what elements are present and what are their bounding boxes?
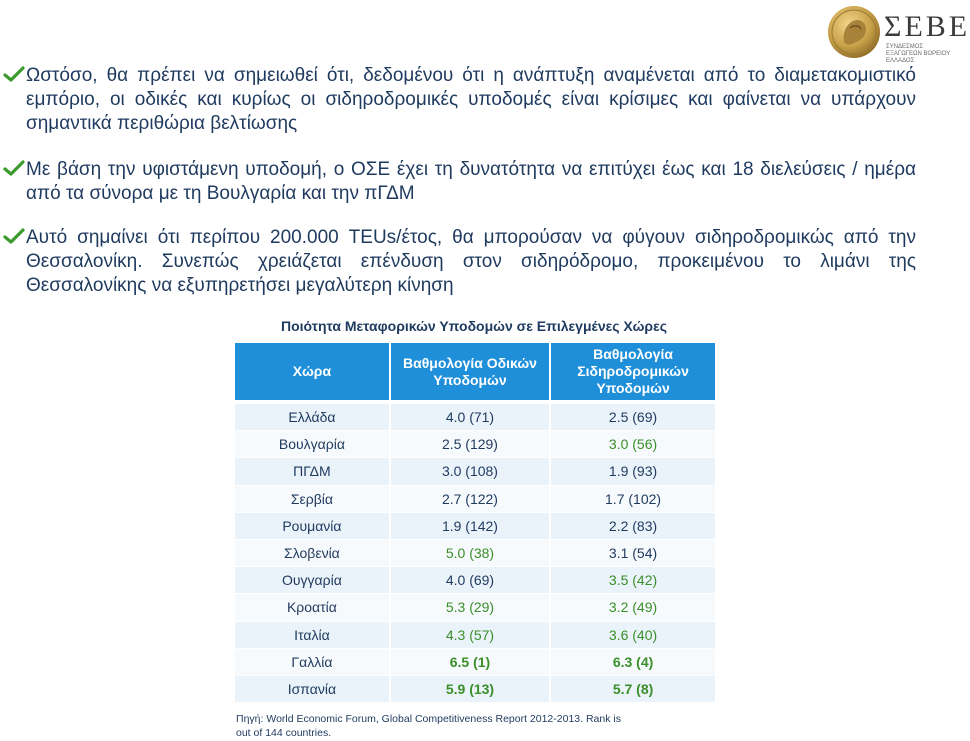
col-header-road: Βαθμολογία Οδικών Υποδομών bbox=[390, 343, 550, 402]
cell-country: Σλοβενία bbox=[235, 539, 390, 566]
col-header-country: Χώρα bbox=[235, 343, 390, 402]
cell-rail: 5.7 (8) bbox=[550, 675, 715, 702]
cell-road: 1.9 (142) bbox=[390, 512, 550, 539]
coin-medal-icon bbox=[826, 4, 882, 60]
bullet-text: Με βάση την υφιστάμενη υποδομή, ο ΟΣΕ έχει τη δυνατότητα να επιτύχει έως και 18 διελεύσεις / ημέρα από τα σύνορα με τη Βουλγαρία και την πΓΔΜ bbox=[26, 159, 916, 204]
cell-country: Ρουμανία bbox=[235, 512, 390, 539]
cell-road: 5.3 (29) bbox=[390, 594, 550, 621]
table-row bbox=[235, 539, 715, 566]
cell-country: Ισπανία bbox=[235, 675, 390, 702]
infrastructure-table bbox=[235, 343, 715, 703]
bullet-text: Ωστόσο, θα πρέπει να σημειωθεί ότι, δεδομένου ότι η ανάπτυξη αναμένεται από το διαμετακομιστικό εμπόριο, οι οδικές και κυρίως οι σιδηροδρομικές υποδομές είναι κρίσιμες και φαίνεται να υπάρχουν σημαντικά περιθώρια βελτίωσης bbox=[26, 65, 916, 134]
cell-road: 3.0 (108) bbox=[390, 458, 550, 485]
logo-subtitle: ΣΥΝΔΕΣΜΟΣ ΕΞΑΓΩΓΕΩΝ ΒΟΡΕΙΟΥ ΕΛΛΑΔΟΣ bbox=[886, 44, 951, 64]
checkmark-icon bbox=[4, 66, 24, 82]
cell-country: Γαλλία bbox=[235, 648, 390, 675]
cell-road: 2.7 (122) bbox=[390, 485, 550, 512]
cell-country: Σερβία bbox=[235, 485, 390, 512]
table-source-note: Πηγή: World Economic Forum, Global Competitiveness Report 2012-2013. Rank is out of 144 countries. bbox=[236, 713, 621, 739]
cell-road: 4.0 (71) bbox=[390, 402, 550, 431]
cell-rail: 3.5 (42) bbox=[550, 567, 715, 594]
table-header-row bbox=[235, 343, 715, 402]
cell-rail: 3.6 (40) bbox=[550, 621, 715, 648]
cell-country: Ελλάδα bbox=[235, 402, 390, 431]
table-row bbox=[235, 621, 715, 648]
table-row bbox=[235, 648, 715, 675]
cell-rail: 3.0 (56) bbox=[550, 431, 715, 458]
checkmark-icon bbox=[4, 228, 24, 244]
cell-road: 6.5 (1) bbox=[390, 648, 550, 675]
bullet-text: Αυτό σημαίνει ότι περίπου 200.000 TEUs/έτος, θα μπορούσαν να φύγουν σιδηροδρομικώς από την Θεσσαλονίκη. Συνεπώς χρειάζεται επένδυση στον σιδηρόδρομο, προκειμένου το λιμάνι της Θεσσαλονίκης να εξυπηρετήσει μεγαλύτερη κίνηση bbox=[26, 227, 916, 296]
table-row bbox=[235, 431, 715, 458]
cell-rail: 6.3 (4) bbox=[550, 648, 715, 675]
cell-road: 2.5 (129) bbox=[390, 431, 550, 458]
checkmark-icon bbox=[4, 160, 24, 176]
cell-country: Κροατία bbox=[235, 594, 390, 621]
seve-logo bbox=[826, 4, 970, 64]
table-row bbox=[235, 675, 715, 702]
cell-road: 4.3 (57) bbox=[390, 621, 550, 648]
table-row bbox=[235, 402, 715, 431]
cell-road: 5.9 (13) bbox=[390, 675, 550, 702]
col-header-rail: Βαθμολογία Σιδηροδρομικών Υποδομών bbox=[550, 343, 715, 402]
table-row bbox=[235, 512, 715, 539]
table-row bbox=[235, 458, 715, 485]
table-title: Ποιότητα Μεταφορικών Υποδομών σε Επιλεγμένες Χώρες bbox=[281, 318, 667, 334]
cell-rail: 1.9 (93) bbox=[550, 458, 715, 485]
cell-country: Βουλγαρία bbox=[235, 431, 390, 458]
cell-country: ΠΓΔΜ bbox=[235, 458, 390, 485]
cell-rail: 3.2 (49) bbox=[550, 594, 715, 621]
cell-rail: 3.1 (54) bbox=[550, 539, 715, 566]
cell-country: Ιταλία bbox=[235, 621, 390, 648]
cell-road: 5.0 (38) bbox=[390, 539, 550, 566]
table-row bbox=[235, 485, 715, 512]
cell-rail: 1.7 (102) bbox=[550, 485, 715, 512]
cell-country: Ουγγαρία bbox=[235, 567, 390, 594]
table-row bbox=[235, 594, 715, 621]
cell-road: 4.0 (69) bbox=[390, 567, 550, 594]
cell-rail: 2.2 (83) bbox=[550, 512, 715, 539]
cell-rail: 2.5 (69) bbox=[550, 402, 715, 431]
table-row bbox=[235, 567, 715, 594]
logo-wordmark: ΣΕΒΕ bbox=[884, 10, 970, 43]
